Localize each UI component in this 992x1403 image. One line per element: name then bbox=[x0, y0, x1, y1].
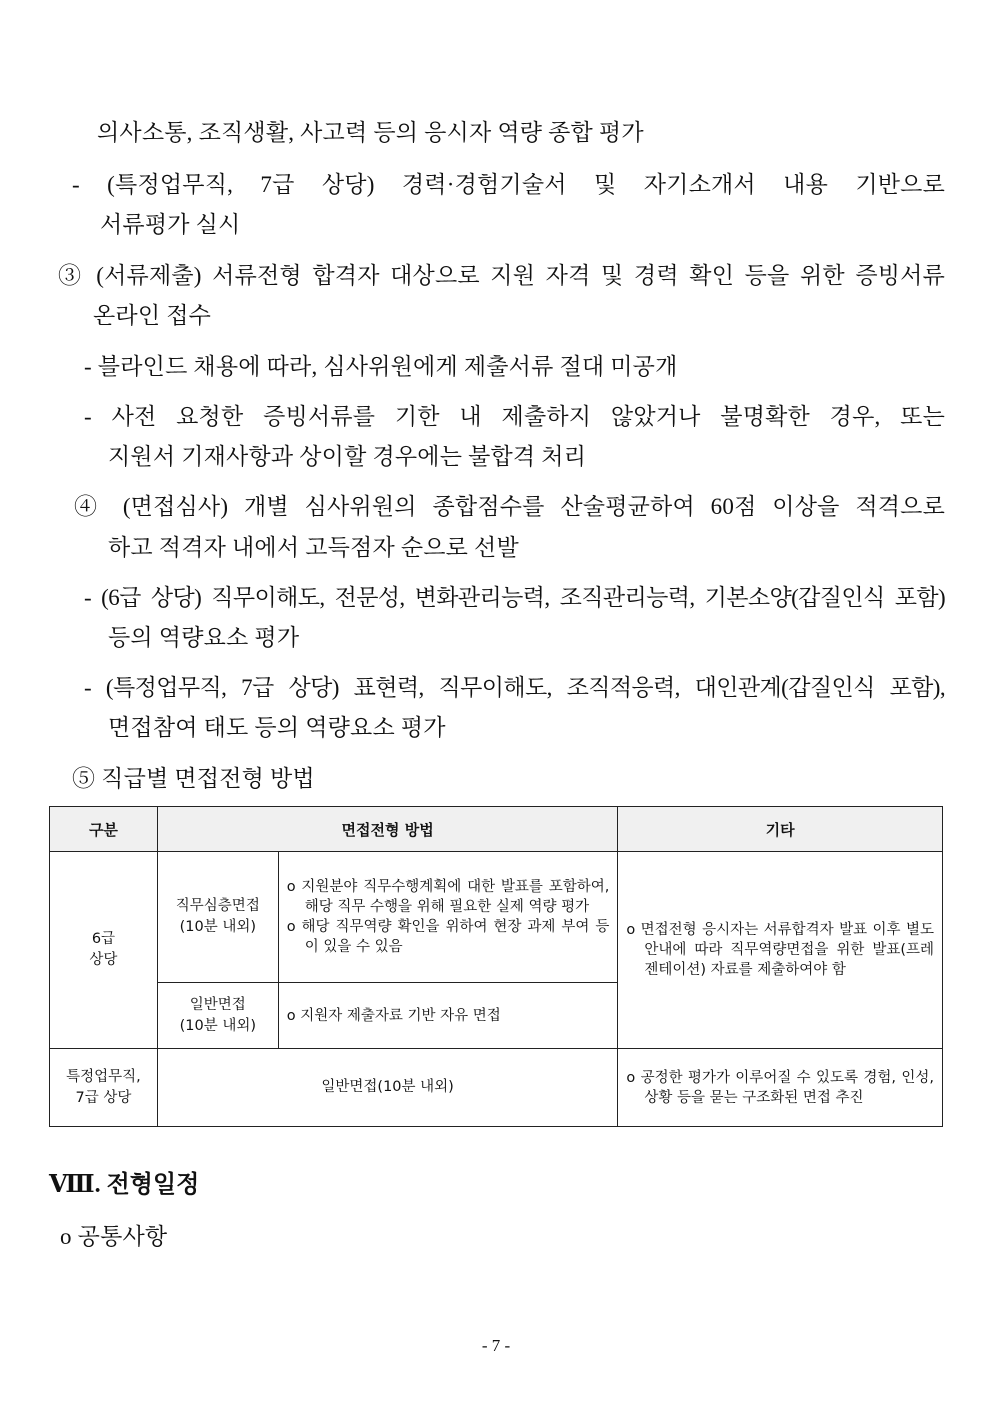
header-method: 면접전형 방법 bbox=[157, 807, 617, 852]
interview-type-label: 직무심층면접 bbox=[175, 898, 260, 914]
paragraph-line: - (6급 상당) 직무이해도, 전문성, 변화관리능력, 조직관리능력, 기본소양(갑질인식 포함) bbox=[84, 585, 945, 610]
paragraph-line: - (특정업무직, 7급 상당) 표현력, 직무이해도, 조직적응력, 대인관계(갑질인식 포함), bbox=[84, 675, 945, 700]
interview-method-table bbox=[49, 806, 943, 1127]
category-label: 상당 bbox=[89, 952, 118, 968]
category-label: 6급 bbox=[91, 931, 116, 947]
deep-interview-type-cell bbox=[157, 852, 278, 983]
paragraph-line: 서류평가 실시 bbox=[100, 212, 241, 237]
paragraph-line: 면접참여 태도 등의 역량요소 평가 bbox=[108, 715, 446, 740]
table-header-row bbox=[50, 807, 943, 852]
special-method-cell: 일반면접(10분 내외) bbox=[157, 1049, 617, 1127]
paragraph-line: 등의 역량요소 평가 bbox=[108, 625, 300, 650]
grade6-category-cell bbox=[50, 852, 158, 1049]
bullet-item: o 해당 직무역량 확인을 위하여 현장 과제 부여 등이 있을 수 있음 bbox=[286, 919, 610, 955]
category-label: 특정업무직, bbox=[66, 1068, 141, 1085]
special-category-cell bbox=[50, 1049, 158, 1127]
grade6-etc-cell bbox=[618, 852, 943, 1049]
paragraph-line: - 사전 요청한 증빙서류를 기한 내 제출하지 않았거나 불명확한 경우, 또는 bbox=[84, 404, 945, 429]
bullet-item: o 면접전형 응시자는 서류합격자 발표 이후 별도 안내에 따라 직무역량면접을 위한 발표(프레젠테이션) 자료를 제출하여야 함 bbox=[626, 922, 934, 978]
subsection-title: ⑤ 직급별 면접전형 방법 bbox=[72, 766, 315, 791]
bullet-item: o 지원자 제출자료 기반 자유 면접 bbox=[286, 1007, 501, 1024]
paragraph-line: 하고 적격자 내에서 고득점자 순으로 선발 bbox=[108, 535, 519, 560]
table-row bbox=[50, 852, 943, 983]
special-etc-cell bbox=[618, 1049, 943, 1127]
section-item: o 공통사항 bbox=[60, 1224, 168, 1249]
interview-type-label: 일반면접 bbox=[189, 996, 246, 1013]
general-interview-method-cell bbox=[278, 983, 618, 1049]
paragraph-line: - (특정업무직, 7급 상당) 경력·경험기술서 및 자기소개서 내용 기반으로 bbox=[72, 172, 945, 197]
paragraph-line: 의사소통, 조직생활, 사고력 등의 응시자 역량 종합 평가 bbox=[97, 120, 644, 145]
interview-duration-label: (10분 내외) bbox=[179, 1017, 256, 1034]
bullet-item: o 지원분야 직무수행계획에 대한 발표를 포함하여, 해당 직무 수행을 위해 필요한 실제 역량 평가 bbox=[286, 879, 610, 915]
paragraph-line: - 블라인드 채용에 따라, 심사위원에게 제출서류 절대 미공개 bbox=[84, 354, 678, 379]
header-etc: 기타 bbox=[618, 807, 943, 852]
page-number: - 7 - bbox=[481, 1336, 511, 1355]
section-heading: Ⅷ. 전형일정 bbox=[49, 1172, 200, 1198]
category-label: 7급 상당 bbox=[75, 1089, 132, 1106]
interview-duration-label: (10분 내외) bbox=[179, 919, 256, 935]
paragraph-line: 지원서 기재사항과 상이할 경우에는 불합격 처리 bbox=[108, 444, 587, 469]
paragraph-line: ③ (서류제출) 서류전형 합격자 대상으로 지원 자격 및 경력 확인 등을 위한 증빙서류 bbox=[58, 263, 945, 288]
bullet-item: o 공정한 평가가 이루어질 수 있도록 경험, 인성, 상황 등을 묻는 구조화된 면접 추진 bbox=[626, 1069, 934, 1106]
deep-interview-method-cell bbox=[278, 852, 618, 983]
paragraph-line: ④ (면접심사) 개별 심사위원의 종합점수를 산술평균하여 60점 이상을 적격으로 bbox=[74, 494, 945, 519]
paragraph-line: 온라인 접수 bbox=[93, 303, 212, 328]
table-row bbox=[50, 1049, 943, 1127]
header-category: 구분 bbox=[50, 807, 158, 852]
general-interview-type-cell bbox=[157, 983, 278, 1049]
